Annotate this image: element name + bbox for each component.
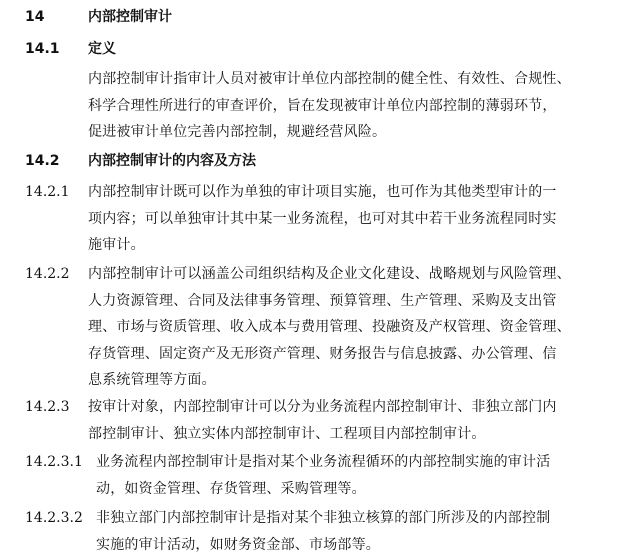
paragraph-14-1: [88, 66, 616, 146]
text-line: 存货管理、固定资产及无形资产管理、财务报告与信息披露、办公管理、信: [88, 341, 616, 368]
text-line: 实施的审计活动，如财务资金部、市场部等。: [96, 532, 618, 558]
text-line: 科学合理性所进行的审查评价，旨在发现被审计单位内部控制的薄弱环节，: [88, 93, 616, 120]
paragraph: [96, 449, 618, 502]
text-line: 促进被审计单位完善内部控制，规避经营风险。: [88, 119, 616, 146]
text-line: 项内容；可以单独审计其中某一业务流程，也可对其中若干业务流程同时实: [88, 206, 616, 233]
paragraph: [88, 394, 616, 447]
section-number: 14: [25, 6, 44, 28]
section-number: 14.1: [25, 38, 60, 60]
section-number: 14.2.2: [25, 263, 70, 285]
text-line: 人力资源管理、合同及法律事务管理、预算管理、生产管理、采购及支出管: [88, 288, 616, 315]
text-line: 内部控制审计既可以作为单独的审计项目实施，也可作为其他类型审计的一: [88, 179, 616, 206]
section-number: 14.2.1: [25, 181, 70, 203]
text-line: 按审计对象，内部控制审计可以分为业务流程内部控制审计、非独立部门内: [88, 394, 616, 421]
paragraph: [88, 261, 616, 394]
section-number: 14.2.3: [25, 396, 70, 418]
text-line: 息系统管理等方面。: [88, 367, 616, 394]
section-number: 14.2.3.2: [25, 507, 83, 529]
section-title: 内部控制审计的内容及方法: [88, 150, 256, 172]
text-line: 业务流程内部控制审计是指对某个业务流程循环的内部控制实施的审计活: [96, 449, 618, 476]
section-number: 14.2: [25, 150, 60, 172]
section-title: 定义: [88, 38, 116, 60]
text-line: 非独立部门内部控制审计是指对某个非独立核算的部门所涉及的内部控制: [96, 505, 618, 532]
section-number: 14.2.3.1: [25, 451, 83, 473]
text-line: 理、市场与资质管理、收入成本与费用管理、投融资及产权管理、资金管理、: [88, 314, 616, 341]
text-line: 施审计。: [88, 232, 616, 259]
text-line: 部控制审计、独立实体内部控制审计、工程项目内部控制审计。: [88, 421, 616, 448]
text-line: 内部控制审计可以涵盖公司组织结构及企业文化建设、战略规划与风险管理、: [88, 261, 616, 288]
text-line: 动，如资金管理、存货管理、采购管理等。: [96, 476, 618, 503]
text-line: 内部控制审计指审计人员对被审计单位内部控制的健全性、有效性、合规性、: [88, 66, 616, 93]
paragraph: [88, 179, 616, 259]
section-title: 内部控制审计: [88, 6, 172, 28]
paragraph: [96, 505, 618, 558]
